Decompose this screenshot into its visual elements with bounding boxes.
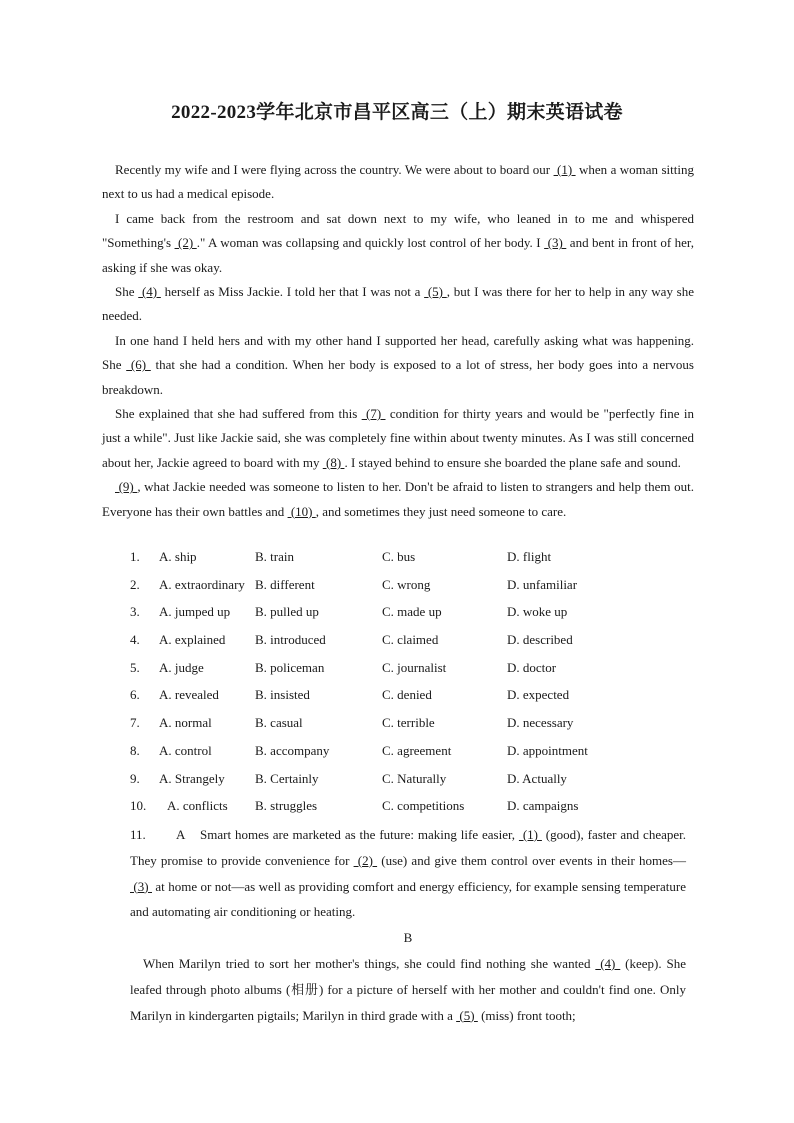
option-d: D. described <box>507 632 573 648</box>
option-c: C. claimed <box>382 632 439 648</box>
option-a: A. explained <box>159 632 226 648</box>
option-b: B. train <box>255 549 294 564</box>
option-c: C. agreement <box>382 742 452 758</box>
cloze-passage <box>102 158 694 524</box>
blank-3: (3) <box>544 235 567 251</box>
option-c: C. journalist <box>382 659 447 675</box>
section-label-a: A <box>176 827 186 842</box>
option-d: D. doctor <box>507 659 557 675</box>
question-number: 3. <box>130 604 140 620</box>
cloze-paragraph: She explained that she had suffered from this (7) condition for thirty years and would be "perfectly fine in just a while". Just like Jackie said, she was completely fine within about twenty minutes. As I was still concerned about her, Jackie agreed to board with my (8) . I stayed behind to ensure she boarded the plane safe and sound. <box>102 406 695 470</box>
option-a: A. jumped up <box>159 604 231 620</box>
blank-9: (9) <box>115 479 138 495</box>
question-number: 6. <box>130 687 140 703</box>
option-c: C. bus <box>382 549 416 564</box>
option-b: B. pulled up <box>255 604 319 620</box>
grammar-blank-1: (1) <box>518 827 542 842</box>
grammar-paragraph-b: When Marilyn tried to sort her mother's things, she could find nothing she wanted (4) (keep). She leafed through photo albums (相册) for a picture of herself with her mother and couldn't find one. Only Marilyn in kindergarten pigtails; Marilyn in third grade with a (5) (miss) front tooth; <box>130 955 686 1023</box>
question-number: 10. <box>130 798 147 814</box>
grammar-section <box>130 822 686 1028</box>
section-label-b: B <box>403 930 413 946</box>
question-number: 8. <box>130 742 140 758</box>
question-number: 1. <box>130 549 140 564</box>
option-b: B. struggles <box>255 798 318 814</box>
blank-7: (7) <box>361 406 386 422</box>
option-a: A. control <box>159 742 212 758</box>
option-a: A. revealed <box>159 687 219 703</box>
blank-6: (6) <box>126 357 151 373</box>
cloze-paragraph: In one hand I held hers and with my other hand I supported her head, carefully asking what was happening. She (6) that she had a condition. When her body is exposed to a lot of stress, her body goes into a nervous breakdown. <box>102 332 694 397</box>
option-c: C. wrong <box>382 576 431 592</box>
option-a: A. ship <box>159 549 197 564</box>
option-b: B. policeman <box>255 659 325 675</box>
blank-1: (1) <box>553 162 576 177</box>
option-b: B. different <box>255 576 315 592</box>
question-number: 2. <box>130 576 140 592</box>
blank-10: (10) <box>287 503 316 519</box>
option-d: D. flight <box>507 549 552 564</box>
option-c: C. made up <box>382 604 442 620</box>
grammar-blank-3: (3) <box>130 878 152 894</box>
option-c: C. Naturally <box>382 770 447 786</box>
option-d: D. unfamiliar <box>507 576 578 592</box>
cloze-paragraph: She (4) herself as Miss Jackie. I told her that I was not a (5) , but I was there for her to help in any way she needed. <box>102 284 694 324</box>
question-number: 7. <box>130 715 140 731</box>
grammar-paragraph-a: 11. A Smart homes are marketed as the future: making life easier, (1) (good), faster and cheaper. They promise to provide convenience for (2) (use) and give them control over events in their homes— (3) at home or not—as well as providing comfort and energy efficiency, for example sensing temperature and automating air conditioning or heating. <box>130 822 686 925</box>
option-a: A. extraordinary <box>159 576 245 592</box>
page-title: 2022-2023学年北京市昌平区高三（上）期末英语试卷 <box>171 102 623 123</box>
option-d: D. necessary <box>507 715 574 731</box>
blank-8: (8) <box>322 454 345 470</box>
option-c: C. terrible <box>382 715 435 731</box>
option-b: B. introduced <box>255 632 326 648</box>
blank-2: (2) <box>174 235 197 251</box>
blank-5: (5) <box>424 284 447 300</box>
option-c: C. competitions <box>382 798 465 814</box>
option-a: A. conflicts <box>167 798 228 814</box>
grammar-blank-4: (4) <box>595 955 621 971</box>
option-b: B. accompany <box>255 742 330 758</box>
blank-4: (4) <box>138 284 161 300</box>
option-c: C. denied <box>382 687 432 703</box>
grammar-blank-5: (5) <box>456 1007 478 1023</box>
cloze-paragraph: (9) , what Jackie needed was someone to listen to her. Don't be afraid to listen to strangers and help them out. Everyone has their own battles and (10) , and sometimes they just need someone to care. <box>102 479 694 519</box>
grammar-blank-2: (2) <box>353 852 378 868</box>
question-number: 11. <box>130 827 146 842</box>
cloze-paragraph: Recently my wife and I were flying across the country. We were about to board our (1) when a woman sitting next to us had a medical episode. <box>102 162 694 202</box>
question-number: 4. <box>130 632 140 648</box>
option-a: A. normal <box>159 715 212 731</box>
question-number: 9. <box>130 770 140 786</box>
option-b: B. casual <box>255 715 303 731</box>
option-d: D. appointment <box>507 742 588 758</box>
option-d: D. expected <box>507 687 570 703</box>
option-b: B. insisted <box>255 687 310 703</box>
cloze-paragraph: I came back from the restroom and sat down next to my wife, who leaned in to me and whispered "Something's (2) ." A woman was collapsing and quickly lost control of her body. I (3) and bent in front of her, asking if she was okay. <box>102 210 694 275</box>
option-d: D. woke up <box>507 604 568 620</box>
option-b: B. Certainly <box>255 770 319 786</box>
option-a: A. judge <box>159 659 204 675</box>
option-d: D. campaigns <box>507 798 579 814</box>
option-a: A. Strangely <box>159 770 225 786</box>
question-number: 5. <box>130 659 140 675</box>
option-d: D. Actually <box>507 770 567 786</box>
